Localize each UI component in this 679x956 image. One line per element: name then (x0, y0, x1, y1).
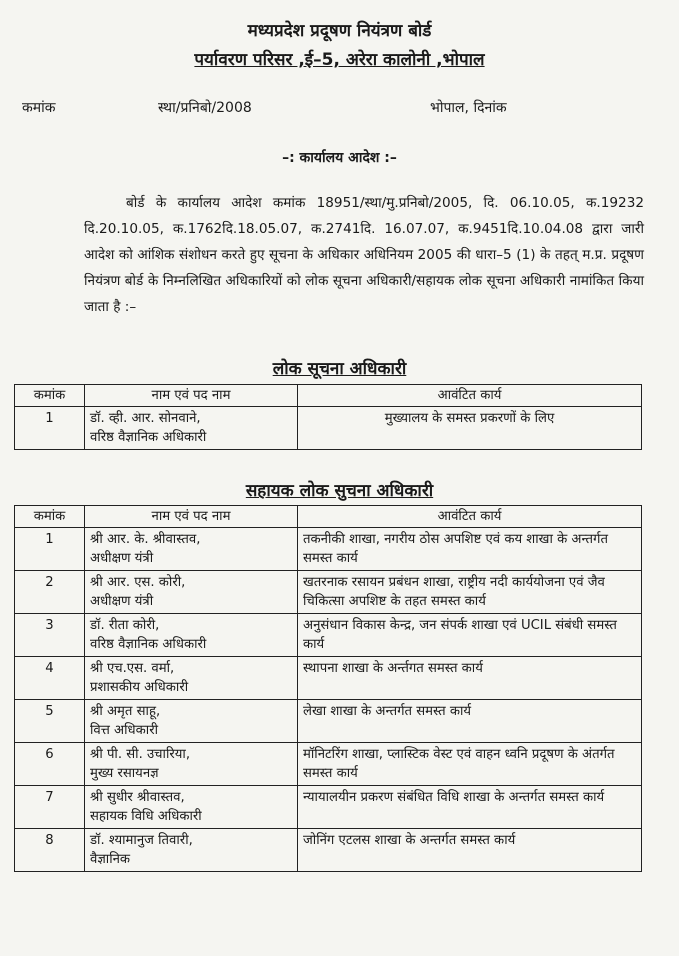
officer-post: वरिष्ठ वैज्ञानिक अधिकारी (90, 430, 207, 445)
officer-name: डॉ. श्यामानुज तिवारी, (90, 833, 193, 848)
row-work: अनुसंधान विकास केन्द्र, जन संपर्क शाखा एवं UCIL संबंधी समस्त कार्य (298, 614, 642, 657)
table-row (15, 407, 642, 450)
officer-name: डॉ. व्ही. आर. सोनवाने, (90, 411, 201, 426)
header-work: आवंटित कार्य (298, 385, 642, 407)
section1-title (0, 356, 679, 379)
row-work: मुख्यालय के समस्त प्रकरणों के लिए (298, 407, 642, 450)
officer-name: श्री सुधीर श्रीवास्तव, (90, 790, 185, 805)
table-row (15, 571, 642, 614)
row-name-cell (85, 614, 298, 657)
officer-post: अधीक्षण यंत्री (90, 594, 154, 609)
officer-post: मुख्य रसायनज्ञ (90, 766, 159, 781)
row-serial: 3 (15, 614, 85, 657)
table-row (15, 614, 642, 657)
order-title: –: कार्यालय आदेश :– (282, 150, 397, 166)
row-name-cell (85, 700, 298, 743)
row-work: लेखा शाखा के अन्तर्गत समस्त कार्य (298, 700, 642, 743)
row-work: खतरनाक रसायन प्रबंधन शाखा, राष्ट्रीय नदी कार्ययोजना एवं जैव चिकित्सा अपशिष्ट के तहत समस्त कार्य (298, 571, 642, 614)
table-header-row (15, 506, 642, 528)
table-row (15, 700, 642, 743)
order-body-text: बोर्ड के कार्यालय आदेश कमांक 18951/स्था/मु.प्रनिबो/2005, दि. 06.10.05, क.19232 दि.20.10.05, क.1762दि.18.05.07, क.2741दि. 16.07.07, क.9451दि.10.04.08 द्वारा जारी आदेश को आंशिक संशोधन करते हुए सूचना के अधिकार अधिनियम 2005 की धारा–5 (1) के तहत् म.प्र. प्रदूषण नियंत्रण बोर्ड के निम्नलिखित अधिकारियों को लोक सूचना अधिकारी/सहायक लोक सूचना अधिकारी नामांकित किया जाता है :– (84, 195, 644, 315)
row-work: स्थापना शाखा के अर्न्तगत समस्त कार्य (298, 657, 642, 700)
table-row (15, 786, 642, 829)
section1-title-text: लोक सूचना अधिकारी (272, 359, 407, 379)
officer-post: वित्त अधिकारी (90, 723, 159, 738)
row-name-cell (85, 786, 298, 829)
officer-post: वैज्ञानिक (90, 852, 131, 867)
row-name-cell (85, 571, 298, 614)
row-name-cell (85, 528, 298, 571)
header-serial: कमांक (15, 385, 85, 407)
row-name-cell (85, 829, 298, 872)
officer-name: श्री अमृत साहू, (90, 704, 161, 719)
row-serial: 1 (15, 407, 85, 450)
row-work: जोनिंग एटलस शाखा के अन्तर्गत समस्त कार्य (298, 829, 642, 872)
table-row (15, 528, 642, 571)
row-work: मॉनिटरिंग शाखा, प्लास्टिक वेस्ट एवं वाहन ध्वनि प्रदूषण के अंतर्गत समस्त कार्य (298, 743, 642, 786)
row-serial: 8 (15, 829, 85, 872)
row-serial: 4 (15, 657, 85, 700)
header-serial: कमांक (15, 506, 85, 528)
section2-title (0, 478, 679, 501)
table-row (15, 743, 642, 786)
ref-kramank-label: कमांक (22, 100, 56, 116)
ref-file-number: स्था/प्रनिबो/2008 (158, 100, 252, 116)
organization-address (0, 47, 679, 70)
table-row (15, 657, 642, 700)
row-name-cell (85, 743, 298, 786)
table-header-row (15, 385, 642, 407)
address-text: पर्यावरण परिसर ,ई–5, अरेरा कालोनी ,भोपाल (194, 50, 485, 70)
public-info-officer-table (14, 384, 642, 450)
header-work: आवंटित कार्य (298, 506, 642, 528)
row-serial: 6 (15, 743, 85, 786)
organization-name: मध्यप्रदेश प्रदूषण नियंत्रण बोर्ड (247, 21, 432, 41)
section2-title-text: सहायक लोक सुचना अधिकारी (245, 481, 434, 501)
officer-name: श्री पी. सी. उचारिया, (90, 747, 191, 762)
row-serial: 5 (15, 700, 85, 743)
ref-place-date: भोपाल, दिनांक (430, 100, 507, 116)
officer-name: श्री आर. एस. कोरी, (90, 575, 186, 590)
row-name-cell (85, 407, 298, 450)
header-name: नाम एवं पद नाम (85, 385, 298, 407)
officer-post: अधीक्षण यंत्री (90, 551, 154, 566)
officer-post: प्रशासकीय अधिकारी (90, 680, 189, 695)
officer-post: वरिष्ठ वैज्ञानिक अधिकारी (90, 637, 207, 652)
row-work: न्यायालयीन प्रकरण संबंधित विधि शाखा के अन्तर्गत समस्त कार्य (298, 786, 642, 829)
row-serial: 7 (15, 786, 85, 829)
assistant-info-officer-table (14, 505, 642, 872)
row-work: तकनीकी शाखा, नगरीय ठोस अपशिष्ट एवं कय शाखा के अन्तर्गत समस्त कार्य (298, 528, 642, 571)
table-row (15, 829, 642, 872)
officer-post: सहायक विधि अधिकारी (90, 809, 202, 824)
officer-name: डॉ. रीता कोरी, (90, 618, 160, 633)
officer-name: श्री आर. के. श्रीवास्तव, (90, 532, 201, 547)
row-serial: 2 (15, 571, 85, 614)
row-name-cell (85, 657, 298, 700)
row-serial: 1 (15, 528, 85, 571)
header-name: नाम एवं पद नाम (85, 506, 298, 528)
officer-name: श्री एच.एस. वर्मा, (90, 661, 175, 676)
order-body-paragraph (84, 190, 644, 320)
